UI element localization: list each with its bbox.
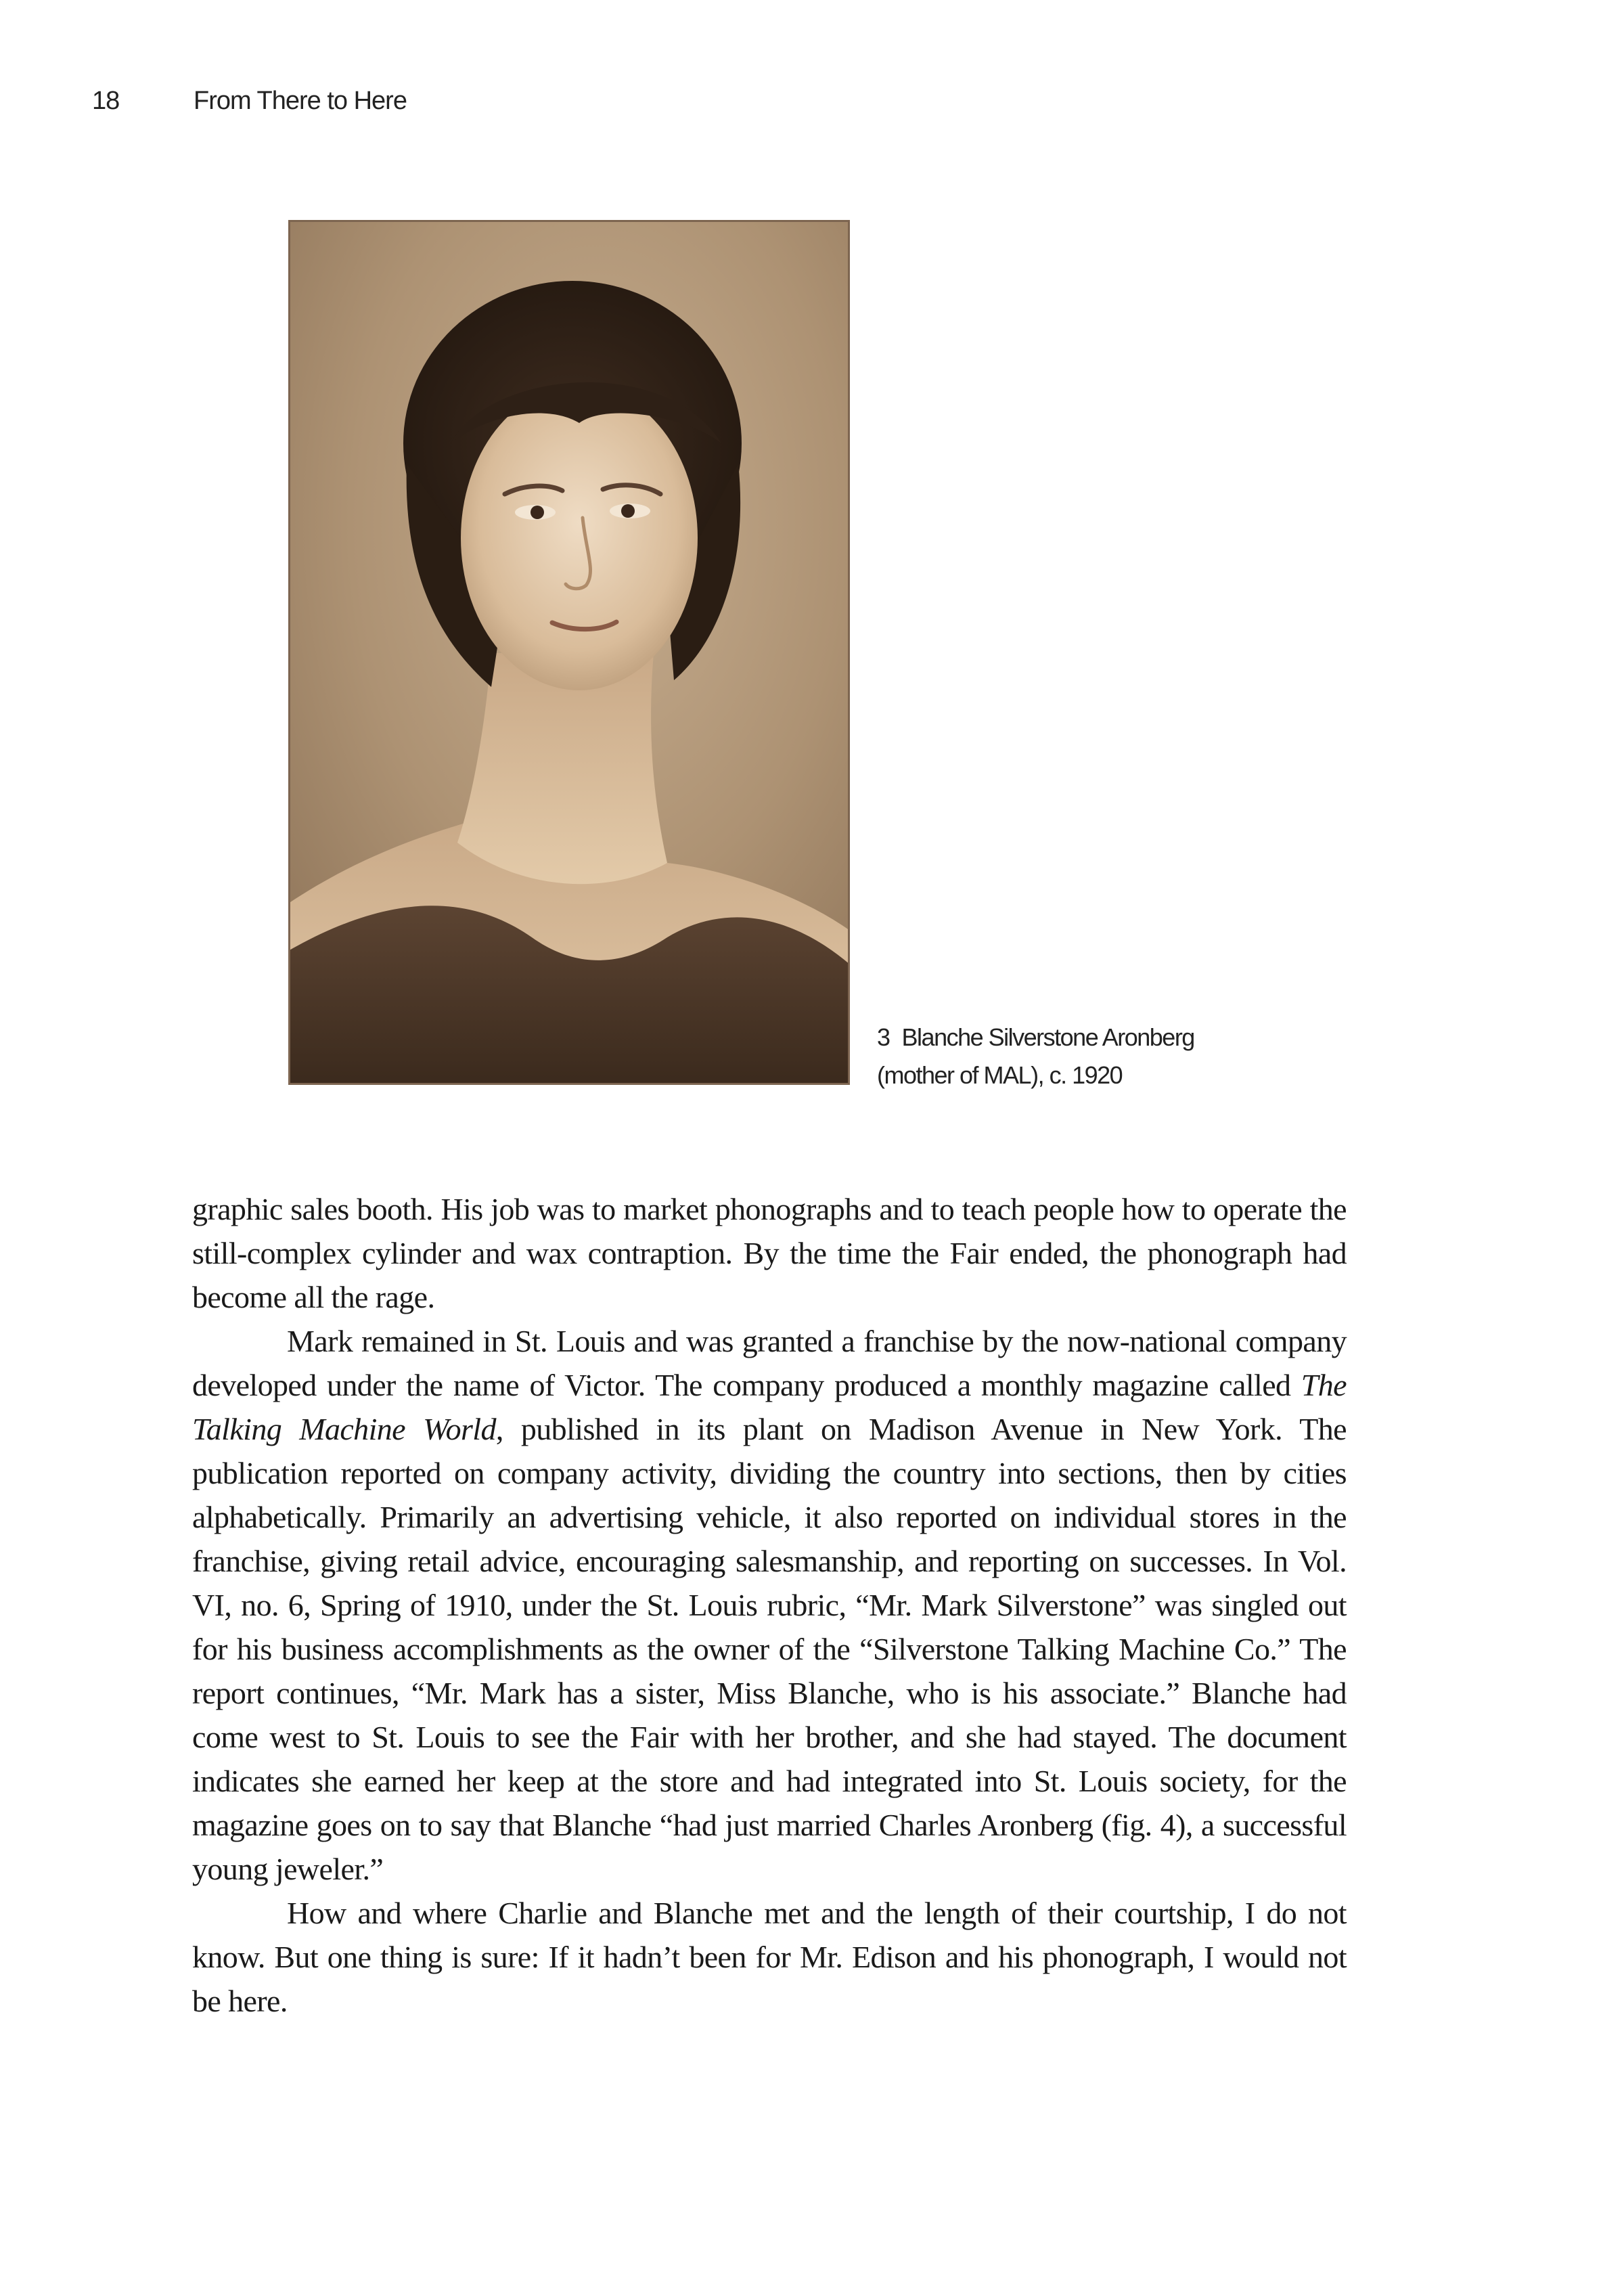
caption-line-1: Blanche Silverstone Aronberg xyxy=(901,1023,1194,1051)
paragraph-3: How and where Charlie and Blanche met and the length of their courtship, I do not know. But one thing is sure: If it hadn’t been for Mr. Edison and his phonograph, I would not be here. xyxy=(192,1896,1347,2018)
paragraph-1: graphic sales booth. His job was to market phonographs and to teach people how to operate the still-complex cylinder and wax contraption. By the time the Fair ended, the phonograph had become all the rage. xyxy=(192,1192,1347,1314)
portrait-photo xyxy=(288,220,850,1085)
figure-caption xyxy=(877,1019,1256,1094)
running-head xyxy=(92,87,407,116)
magazine-title: The Talking Machine World xyxy=(192,1368,1347,1446)
paragraph-2 xyxy=(192,1319,1347,1891)
caption-line-2: (mother of MAL), c. 1920 xyxy=(877,1061,1123,1089)
paragraph-2-part-a: Mark remained in St. Louis and was granted a franchise by the now-national company developed under the name of Victor. The company produced a monthly magazine called xyxy=(192,1324,1347,1402)
body-text xyxy=(192,1187,1347,2023)
paragraph-2-part-b: , published in its plant on Madison Avenue in New York. The publication reported on company activity, dividing the country into sections, then by cities alphabetically. Primarily an advertising vehicle, it also reported on individual stores in the franchise, giving retail advice, encouraging salesmanship, and reporting on successes. In Vol. VI, no. 6, Spring of 1910, under the St. Louis rubric, “Mr. Mark Silverstone” was singled out for his business accomplishments as the owner of the “Silverstone Talking Machine Co.” The report continues, “Mr. Mark has a sister, Miss Blanche, who is his associate.” Blanche had come west to St. Louis to see the Fair with her brother, and she had stayed. The document indicates she earned her keep at the store and had integrated into St. Louis society, for the magazine goes on to say that Blanche “had just married Charles Aronberg (fig. 4), a successful young jeweler.” xyxy=(192,1412,1347,1886)
running-title: From There to Here xyxy=(194,87,407,115)
page-number: 18 xyxy=(92,87,120,115)
figure-number: 3 xyxy=(877,1023,890,1051)
